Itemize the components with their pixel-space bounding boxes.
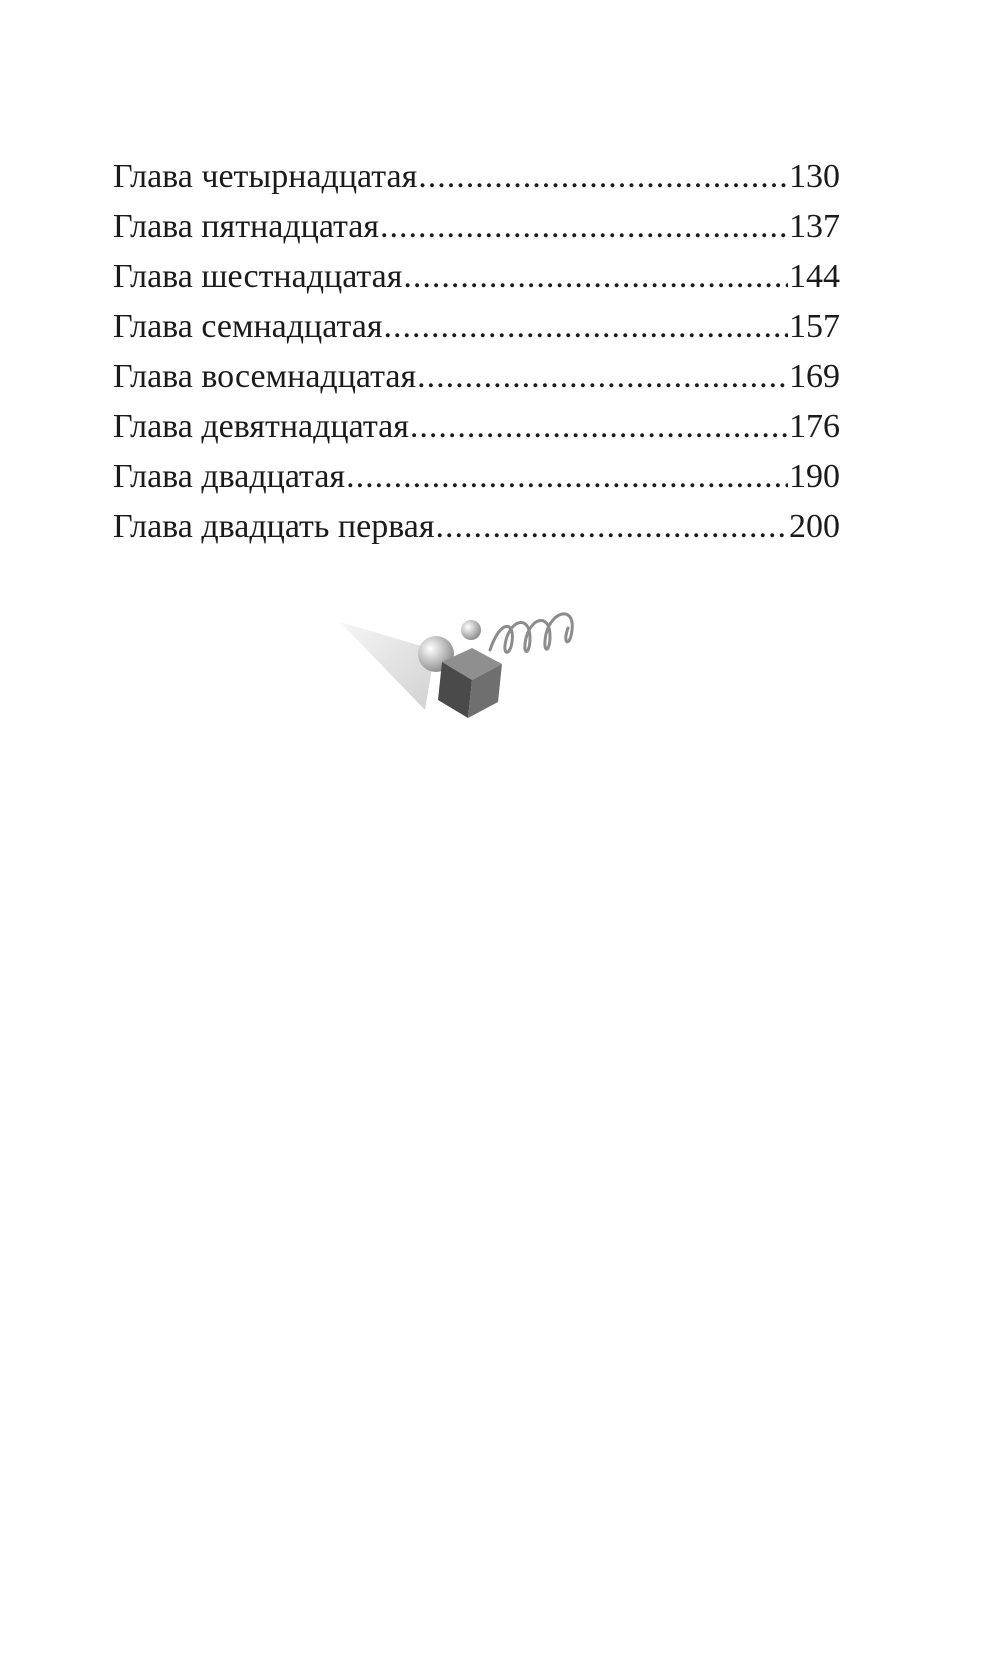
dot-leader (410, 402, 788, 452)
toc-entry-15[interactable] (113, 202, 840, 252)
toc-entry-16[interactable] (113, 252, 840, 302)
toc-entry-18[interactable] (113, 352, 840, 402)
toc-entry-title: Глава четырнадцатая (113, 158, 418, 195)
toc-entry-title: Глава восемнадцатая (113, 358, 417, 395)
toc-entry-title: Глава пятнадцатая (113, 208, 380, 245)
toc-entry-title: Глава двадцатая (113, 458, 346, 495)
toc-entry-page: 144 (789, 258, 840, 295)
toc-entry-page: 137 (789, 208, 840, 245)
toc-entry-page: 130 (789, 158, 840, 195)
toc-entry-page: 190 (789, 458, 840, 495)
toc-entry-20[interactable] (113, 452, 840, 502)
table-of-contents (113, 152, 840, 552)
toc-entry-title: Глава шестнадцатая (113, 258, 403, 295)
dot-leader (380, 202, 788, 252)
toc-entry-19[interactable] (113, 402, 840, 452)
dot-leader (403, 252, 788, 302)
toc-entry-page: 176 (789, 408, 840, 445)
toc-entry-14[interactable] (113, 152, 840, 202)
toc-entry-page: 157 (789, 308, 840, 345)
toc-entry-title: Глава двадцать первая (113, 508, 435, 545)
swirl-shape (490, 614, 572, 652)
magic-cube-ornament-icon (340, 610, 620, 770)
dot-leader (346, 452, 788, 502)
toc-entry-17[interactable] (113, 302, 840, 352)
light-ray-shape (340, 622, 435, 710)
toc-entry-title: Глава девятнадцатая (113, 408, 409, 445)
dot-leader (383, 302, 788, 352)
toc-entry-21[interactable] (113, 502, 840, 552)
dot-leader (436, 502, 788, 552)
toc-entry-page: 169 (789, 358, 840, 395)
dot-leader (417, 352, 788, 402)
toc-entry-page: 200 (789, 508, 840, 545)
small-sphere-shape (461, 620, 481, 640)
toc-entry-title: Глава семнадцатая (113, 308, 383, 345)
dot-leader (418, 152, 788, 202)
